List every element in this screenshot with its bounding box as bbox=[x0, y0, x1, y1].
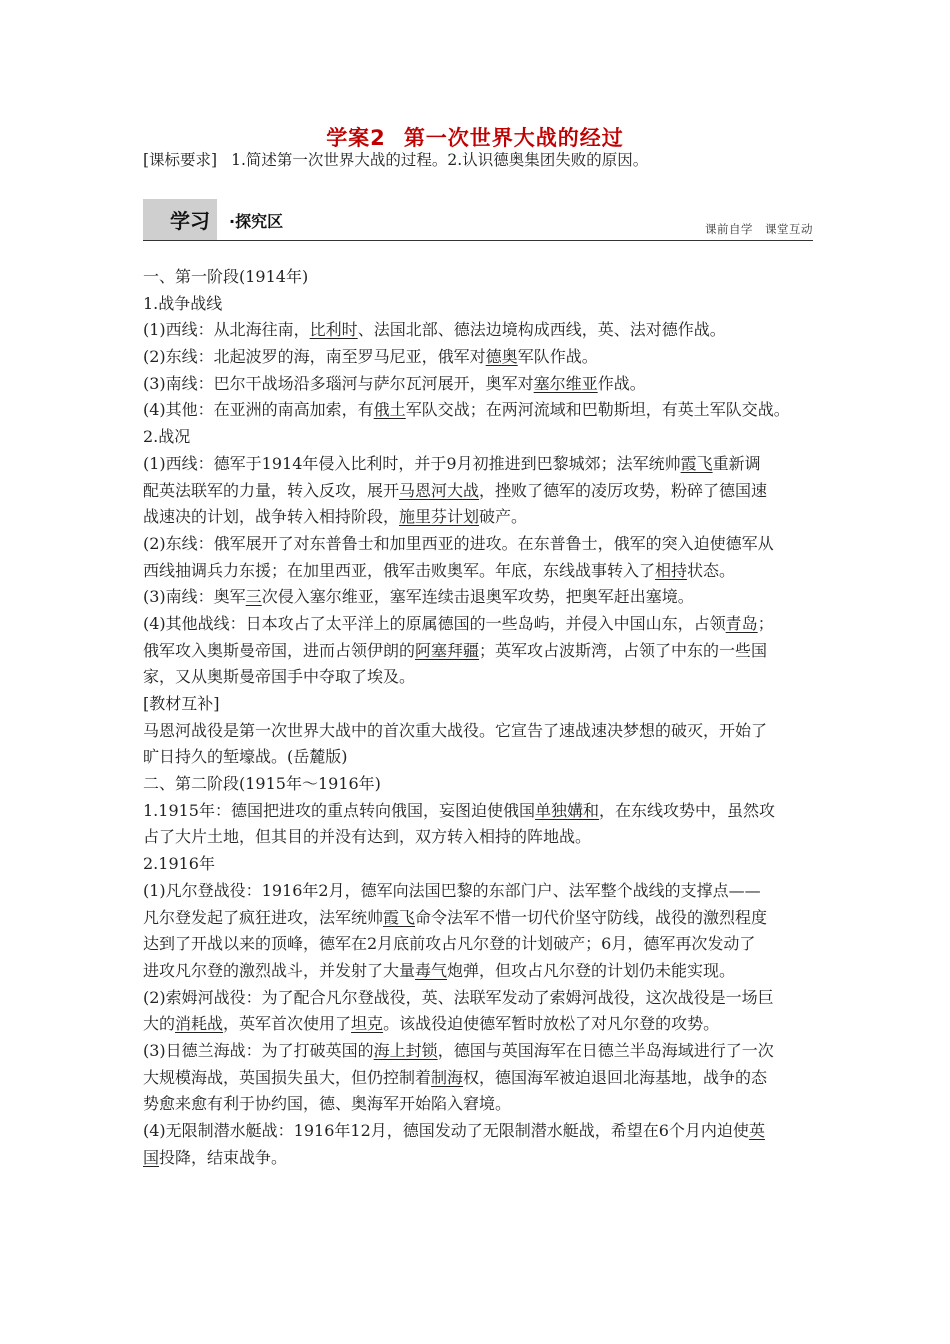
text-line bbox=[143, 504, 823, 531]
text-segment: ，英军首次使用了 bbox=[223, 1014, 352, 1034]
text-segment: (4)无限制潜水艇战：1916年12月，德国发动了无限制潜水艇战，希望在6个月内迫使 bbox=[143, 1121, 749, 1140]
text-segment: (1)凡尔登战役：1916年2月，德军向法国巴黎的东部门户、法军整个战线的支撑点—— bbox=[143, 880, 761, 900]
text-line bbox=[143, 531, 823, 558]
text-segment: 重新调 bbox=[712, 453, 761, 473]
text-segment: 2.战况 bbox=[143, 427, 191, 447]
text-segment: 旷日持久的堑壕战。(岳麓版) bbox=[143, 747, 348, 767]
text-segment: 一、第一阶段(1914年) bbox=[143, 267, 309, 286]
text-segment: (3)南线：巴尔干战场沿多瑙河与萨尔瓦河展开，奥军对 bbox=[143, 373, 534, 393]
text-segment: (3)南线：奥军 bbox=[143, 587, 246, 607]
underlined-term: 海上封锁 bbox=[373, 1040, 438, 1060]
text-segment: 、法国北部、德法边境构成西线，英、法对德作战。 bbox=[357, 320, 726, 340]
text-segment: 配英法联军的力量，转入反攻，展开 bbox=[143, 480, 400, 500]
underlined-term: 霞飞 bbox=[383, 907, 416, 927]
text-line bbox=[143, 397, 823, 424]
text-line bbox=[143, 985, 823, 1012]
text-segment: [教材互补] bbox=[143, 694, 220, 713]
text-line bbox=[143, 958, 823, 985]
text-segment: 家，又从奥斯曼帝国手中夺取了埃及。 bbox=[143, 667, 416, 687]
text-line bbox=[143, 558, 823, 585]
underlined-term: 制海 bbox=[431, 1067, 464, 1087]
text-line bbox=[143, 264, 823, 291]
underlined-term: 英 bbox=[748, 1121, 765, 1140]
text-segment: 达到了开战以来的顶峰，德军在2月底前攻占凡尔登的计划破产；6月，德军再次发动了 bbox=[143, 934, 756, 954]
text-segment: 状态。 bbox=[687, 560, 736, 580]
banner-right-labels bbox=[705, 221, 813, 237]
underlined-term: 青岛 bbox=[725, 613, 758, 633]
underlined-term: 德奥 bbox=[485, 347, 518, 367]
text-segment: 马恩河战役是第一次世界大战中的首次重大战役。它宣告了速战速决梦想的破灭，开始了 bbox=[143, 720, 768, 740]
text-segment: 命令法军不惜一切代价坚守防线，战役的激烈程度 bbox=[415, 907, 768, 927]
text-line bbox=[143, 718, 823, 745]
text-segment: (1)西线：德军于1914年侵入比利时，并于9月初推进到巴黎城郊；法军统帅 bbox=[143, 453, 681, 473]
text-segment: 权，德国海军被迫退回北海基地，战争的态 bbox=[463, 1067, 768, 1087]
text-segment: 西线抽调兵力东援；在加里西亚，俄军击败奥军。年底，东线战事转入了 bbox=[143, 560, 656, 580]
underlined-term: 霞飞 bbox=[680, 453, 713, 473]
underlined-term: 坦克 bbox=[351, 1014, 384, 1034]
text-segment: (4)其他：在亚洲的南高加索，有 bbox=[143, 400, 374, 420]
underlined-term: 消耗战 bbox=[175, 1014, 224, 1034]
underlined-term: 马恩河大战 bbox=[399, 480, 480, 500]
text-segment: ，在东线攻势中，虽然攻 bbox=[599, 800, 776, 820]
text-segment: 大规模海战，英国损失虽大，但仍控制着 bbox=[143, 1067, 432, 1087]
text-line bbox=[143, 1038, 823, 1065]
text-line bbox=[143, 1091, 823, 1118]
text-segment: 投降，结束战争。 bbox=[159, 1147, 288, 1167]
text-segment: 。该战役迫使德军暂时放松了对凡尔登的攻势。 bbox=[383, 1014, 720, 1034]
text-segment: 1.战争战线 bbox=[143, 293, 223, 313]
text-segment: (2)东线：北起波罗的海，南至罗马尼亚，俄军对 bbox=[143, 347, 486, 367]
text-segment: 军队交战；在两河流域和巴勒斯坦，有英土军队交战。 bbox=[405, 400, 790, 420]
text-segment: 战速决的计划，战争转入相持阶段， bbox=[143, 507, 400, 527]
text-line bbox=[143, 1118, 823, 1145]
curriculum-requirements bbox=[143, 150, 823, 170]
banner-right-b: 课堂互动 bbox=[765, 222, 813, 236]
text-line bbox=[143, 1011, 823, 1038]
underlined-term: 比利时 bbox=[309, 320, 358, 340]
text-segment: 次侵入塞尔维亚，塞军连续击退奥军攻势，把奥军赶出塞境。 bbox=[261, 587, 694, 607]
text-segment: ；英军攻占波斯湾，占领了中东的一些国 bbox=[479, 640, 768, 660]
text-segment: 占了大片土地，但其目的并没有达到，双方转入相持的阵地战。 bbox=[143, 827, 592, 847]
text-line bbox=[143, 878, 823, 905]
text-line bbox=[143, 291, 823, 318]
document-body bbox=[143, 264, 823, 1171]
section-banner bbox=[143, 199, 813, 241]
text-line bbox=[143, 664, 823, 691]
text-line bbox=[143, 931, 823, 958]
text-line bbox=[143, 771, 823, 798]
text-segment: (4)其他战线：日本攻占了太平洋上的原属德国的一些岛屿，并侵入中国山东，占领 bbox=[143, 613, 726, 633]
text-line bbox=[143, 344, 823, 371]
underlined-term: 施里芬计划 bbox=[399, 507, 480, 527]
text-segment: 2.1916年 bbox=[143, 854, 215, 874]
text-line bbox=[143, 478, 823, 505]
text-line bbox=[143, 317, 823, 344]
text-segment: (2)东线：俄军展开了对东普鲁士和加里西亚的进攻。在东普鲁士，俄军的突入迫使德军从 bbox=[143, 533, 774, 553]
text-line bbox=[143, 451, 823, 478]
text-segment: 进攻凡尔登的激烈战斗，并发射了大量 bbox=[143, 960, 416, 980]
title-main: 第一次世界大战的经过 bbox=[403, 126, 624, 150]
text-line bbox=[143, 584, 823, 611]
text-line bbox=[143, 744, 823, 771]
text-line bbox=[143, 851, 823, 878]
underlined-term: 三 bbox=[245, 587, 262, 607]
text-line bbox=[143, 1065, 823, 1092]
text-line bbox=[143, 824, 823, 851]
text-segment: 破产。 bbox=[479, 507, 528, 527]
underlined-term: 俄土 bbox=[373, 400, 406, 420]
page-title bbox=[0, 122, 950, 152]
banner-rule bbox=[143, 240, 813, 241]
text-line bbox=[143, 611, 823, 638]
text-segment: ； bbox=[757, 613, 774, 633]
underlined-term: 毒气 bbox=[415, 960, 448, 980]
text-line bbox=[143, 371, 823, 398]
text-segment: 大的 bbox=[143, 1014, 176, 1034]
text-segment: 1.1915年：德国把进攻的重点转向俄国，妄图迫使俄国 bbox=[143, 800, 535, 820]
requirements-label: [课标要求] bbox=[143, 151, 218, 169]
requirements-text: 1.简述第一次世界大战的过程。2.认识德奥集团失败的原因。 bbox=[231, 151, 649, 169]
text-line bbox=[143, 1145, 823, 1172]
underlined-term: 国 bbox=[143, 1147, 160, 1167]
underlined-term: 单独媾和 bbox=[535, 800, 600, 820]
text-line bbox=[143, 424, 823, 451]
text-segment: 军队作战。 bbox=[517, 347, 598, 367]
underlined-term: 相持 bbox=[655, 560, 688, 580]
text-segment: 势愈来愈有利于协约国，德、奥海军开始陷入窘境。 bbox=[143, 1094, 512, 1114]
underlined-term: 阿塞拜疆 bbox=[415, 640, 480, 660]
text-segment: ，德国与英国海军在日德兰半岛海域进行了一次 bbox=[437, 1040, 774, 1060]
text-line bbox=[143, 905, 823, 932]
banner-study-label: 学习 bbox=[170, 209, 210, 233]
text-segment: 俄军攻入奥斯曼帝国，进而占领伊朗的 bbox=[143, 640, 416, 660]
text-segment: 作战。 bbox=[597, 373, 646, 393]
text-segment: 凡尔登发起了疯狂进攻，法军统帅 bbox=[143, 907, 384, 927]
banner-sub-label: ·探究区 bbox=[229, 212, 284, 231]
banner-right-a: 课前自学 bbox=[705, 222, 753, 236]
underlined-term: 塞尔维亚 bbox=[533, 373, 598, 393]
title-prefix: 学案2 bbox=[326, 126, 386, 150]
text-line bbox=[143, 691, 823, 718]
text-line bbox=[143, 798, 823, 825]
text-segment: (3)日德兰海战：为了打破英国的 bbox=[143, 1040, 374, 1060]
text-segment: ，挫败了德军的凌厉攻势，粉碎了德国速 bbox=[479, 480, 768, 500]
text-segment: 二、第二阶段(1915年～1916年) bbox=[143, 774, 381, 794]
text-segment: (1)西线：从北海往南， bbox=[143, 320, 310, 340]
text-line bbox=[143, 638, 823, 665]
text-segment: 炮弹，但攻占凡尔登的计划仍未能实现。 bbox=[447, 960, 736, 980]
text-segment: (2)索姆河战役：为了配合凡尔登战役，英、法联军发动了索姆河战役，这次战役是一场巨 bbox=[143, 987, 774, 1007]
